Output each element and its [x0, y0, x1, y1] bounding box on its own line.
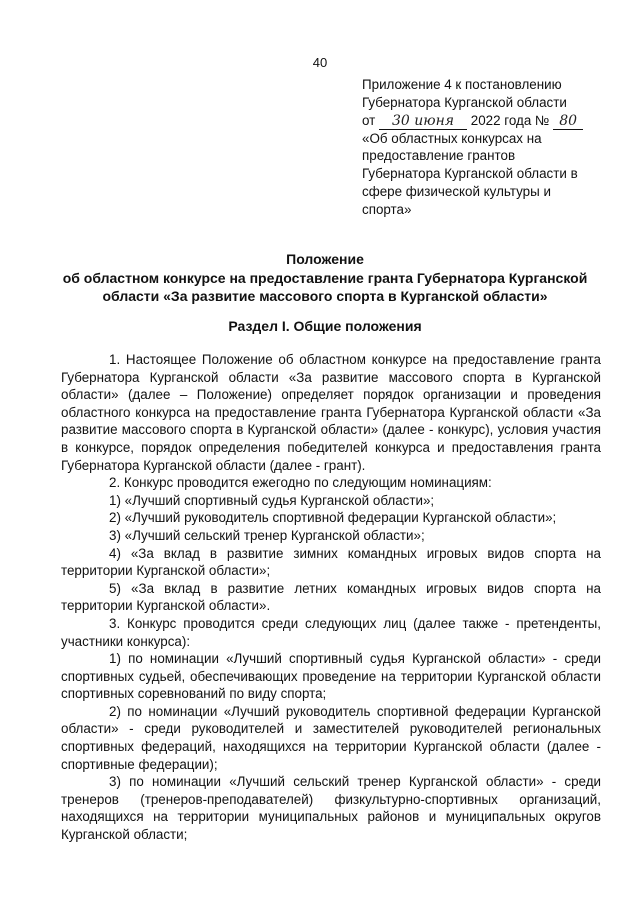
title-line-2: об областном конкурсе на предоставление гранта Губернатора Курганской — [62, 269, 588, 286]
document-title — [40, 250, 610, 306]
body-text — [61, 351, 601, 844]
paragraph: 1) по номинации «Лучший спортивный судья Курганской области» - среди спортивных судьей, обеспечивающих проведение на территории Курганской области спортивных соревнований по виду спорта; — [61, 651, 601, 702]
appendix-line-2: Губернатора Курганской области — [362, 94, 567, 110]
section-heading: Раздел I. Общие положения — [228, 318, 422, 334]
paragraph: 4) «За вклад в развитие зимних командных игровых видов спорта на территории Курганской области»; — [61, 545, 601, 579]
paragraph: 2) «Лучший руководитель спортивной федерации Курганской области»; — [109, 510, 557, 526]
year-text: 2022 года № — [470, 112, 550, 128]
paragraph: 3. Конкурс проводится среди следующих лиц (далее также - претенденты, участники конкурса): — [61, 615, 601, 649]
paragraph: 1. Настоящее Положение об областном конкурсе на предоставление гранта Губернатора Курганской области «За развитие массового спорта в Курганской области» (далее – Положение) определяет порядок организации и проведения областного конкурса на предоставление гранта Губернатора Курганской области «За развитие массового спорта в Курганской области» (далее - конкурс), условия участия в конкурсе, порядок определения победителей конкурса и предоставления гранта Губернатора Курганской области (далее - грант). — [61, 352, 601, 473]
appendix-line-7: сфере физической культуры и — [362, 183, 551, 199]
paragraph: 1) «Лучший спортивный судья Курганской области»; — [109, 492, 435, 508]
appendix-line-1: Приложение 4 к постановлению — [362, 77, 562, 92]
page-number: 40 — [312, 55, 328, 70]
title-line-3: области «За развитие массового спорта в Курганской области» — [102, 288, 548, 304]
paragraph: 2. Конкурс проводится ежегодно по следующим номинациям: — [109, 475, 492, 491]
paragraph: 2) по номинации «Лучший руководитель спортивной федерации Курганской области» - среди руководителей и заместителей руководителей региональных спортивных федераций, находящихся на территории Курганской области (далее - спортивные федерации); — [61, 703, 601, 772]
paragraph: 3) по номинации «Лучший сельский тренер Курганской области» - среди тренеров (тренеров-преподавателей) физкультурно-спортивных организаций, находящихся на территории муниципальных районов и муниципальных округов Курганской области; — [61, 774, 601, 843]
appendix-line-4: «Об областных конкурсах на — [362, 130, 542, 146]
appendix-line-5: предоставление грантов — [362, 148, 516, 164]
handwritten-date: 30 июня — [379, 113, 467, 130]
appendix-block — [362, 76, 620, 219]
paragraph: 5) «За вклад в развитие летних командных игровых видов спорта на территории Курганской области». — [61, 580, 601, 614]
appendix-line-6: Губернатора Курганской области в — [362, 166, 578, 182]
appendix-date-line — [362, 112, 620, 130]
appendix-line-8: спорта» — [362, 201, 412, 217]
paragraph: 3) «Лучший сельский тренер Курганской области»; — [109, 527, 425, 543]
date-prefix: от — [362, 112, 376, 128]
title-line-1: Положение — [286, 251, 364, 267]
handwritten-number: 80 — [553, 113, 583, 130]
